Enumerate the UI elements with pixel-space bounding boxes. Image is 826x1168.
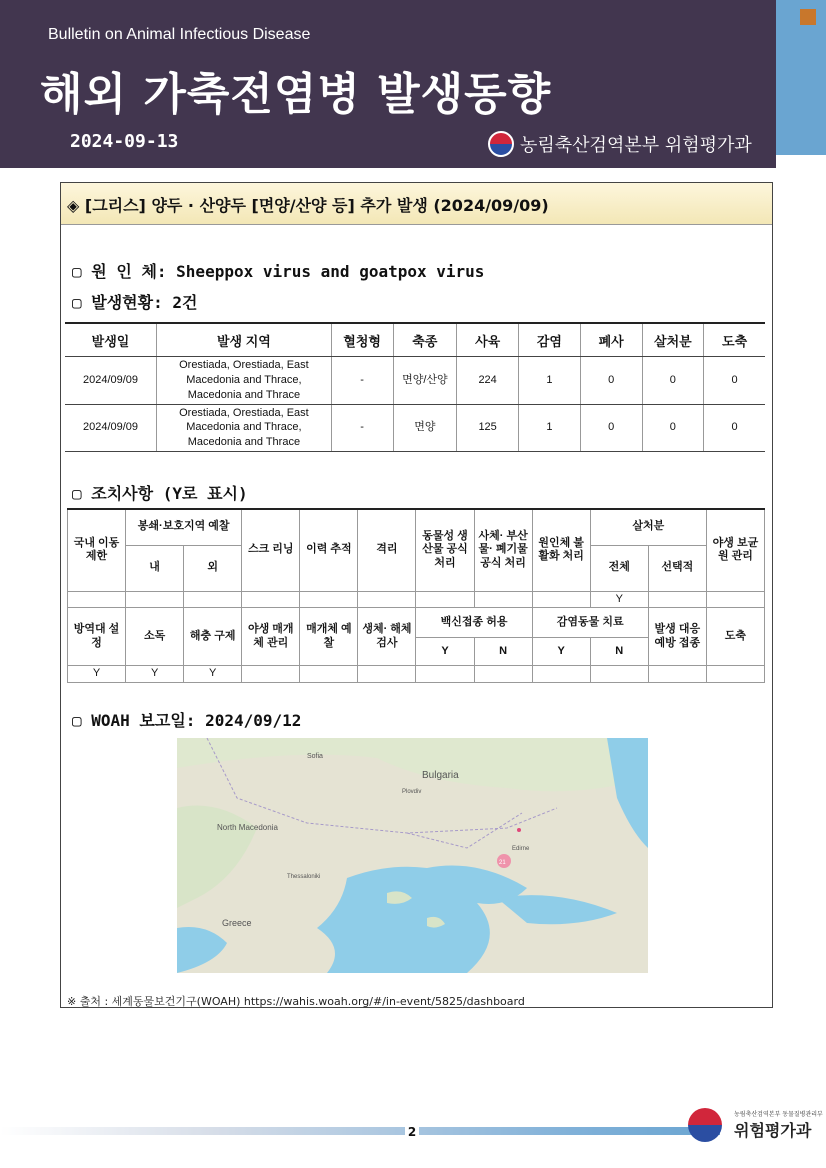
measures-title: ▢ 조치사항 (Y로 표시) [72, 484, 248, 503]
cell: 0 [580, 404, 642, 452]
report-date: 2024-09-13 [70, 131, 179, 152]
m-slaughter: 도축 [706, 608, 764, 666]
cell [648, 666, 706, 683]
col-serotype: 혈청형 [331, 323, 393, 357]
table-row [68, 666, 765, 683]
m-selective: 선택적 [648, 545, 706, 591]
cell [532, 591, 590, 608]
label-greece: Greece [222, 918, 252, 928]
m-live-test: 생체· 해체 검사 [358, 608, 416, 666]
table-header-row [65, 323, 765, 357]
taegeuk-emblem-icon [688, 1108, 722, 1142]
m-wildlife: 야생 보균원 관리 [706, 509, 764, 591]
footer-bar [0, 1127, 720, 1135]
cell: 0 [580, 357, 642, 405]
org-logo [488, 131, 752, 157]
cell: - [331, 357, 393, 405]
outbreak-point-marker [517, 828, 521, 832]
label-edirne: Edirne [512, 846, 530, 852]
page-number: 2 [405, 1125, 419, 1141]
cell: 0 [704, 404, 765, 452]
m-containment: 봉쇄·보호지역 예찰 [126, 509, 242, 545]
table-row [65, 404, 765, 452]
cell [706, 666, 764, 683]
table-row [65, 357, 765, 405]
cell [648, 591, 706, 608]
event-banner [61, 183, 772, 225]
cell [184, 591, 242, 608]
m-all: 전체 [590, 545, 648, 591]
cell: 2024/09/09 [65, 404, 157, 452]
org-name: 농림축산검역본부 위험평가과 [520, 135, 752, 156]
cell [416, 591, 474, 608]
map-graphic [177, 738, 648, 973]
label-plovdiv: Plovdiv [402, 789, 422, 795]
m-prevent-vacc: 발생 대응 예방 접종 [648, 608, 706, 666]
m-culling: 살처분 [590, 509, 706, 545]
col-culled: 살처분 [642, 323, 704, 357]
m-vaccine-n: N [474, 638, 532, 666]
label-north-macedonia: North Macedonia [217, 823, 278, 832]
m-treat: 감염동물 치료 [532, 608, 648, 638]
m-outside: 외 [184, 545, 242, 591]
cell: 2024/09/09 [65, 357, 157, 405]
cell [242, 591, 300, 608]
outbreak-table [65, 322, 765, 452]
cell: 1 [519, 357, 581, 405]
cell: - [331, 404, 393, 452]
cell [706, 591, 764, 608]
cell [474, 591, 532, 608]
woah-report-date: ▢ WOAH 보고일: 2024/09/12 [72, 711, 302, 730]
m-vector-surv: 매개체 예찰 [300, 608, 358, 666]
cell [358, 591, 416, 608]
cell: Orestiada, Orestiada, East Macedonia and Thrace, Macedonia and Thrace [157, 357, 332, 405]
cell [474, 666, 532, 683]
m-zone: 방역대 설정 [68, 608, 126, 666]
cell [242, 666, 300, 683]
event-title: ◈ [그리스] 양두 · 산양두 [면양/산양 등] 추가 발생 (2024/09/09) [67, 196, 549, 215]
footer-dept: 농림축산검역본부 동물질병관리부 [734, 1111, 823, 1118]
m-domestic: 국내 이동 제한 [68, 509, 126, 591]
source-note: ※ 출처 : 세계동물보건기구(WOAH) https://wahis.woah.org/#/in-event/5825/dashboard [67, 995, 525, 1008]
cluster-count: 21 [499, 860, 506, 866]
m-wild-vector: 야생 매개체 관리 [242, 608, 300, 666]
cell [532, 666, 590, 683]
cell: 0 [704, 357, 765, 405]
label-thessaloniki: Thessaloniki [287, 874, 321, 880]
m-quarantine: 격리 [358, 509, 416, 591]
m-screening: 스크 리닝 [242, 509, 300, 591]
header-band [0, 0, 776, 168]
col-species: 축종 [393, 323, 457, 357]
cell [300, 666, 358, 683]
cell: 224 [457, 357, 519, 405]
label-bulgaria: Bulgaria [422, 770, 459, 781]
col-dead: 폐사 [580, 323, 642, 357]
table-row [68, 591, 765, 608]
measures-table [67, 508, 765, 683]
cell [300, 591, 358, 608]
label-sofia: Sofia [307, 753, 323, 760]
m-pest: 해충 구제 [184, 608, 242, 666]
page-title: 해외 가축전염병 발생동향 [40, 69, 552, 120]
col-raised: 사육 [457, 323, 519, 357]
col-slaughter: 도축 [704, 323, 765, 357]
col-date: 발생일 [65, 323, 157, 357]
cell: 면양/산양 [393, 357, 457, 405]
m-vaccine-y: Y [416, 638, 474, 666]
cell: Y [126, 666, 184, 683]
cell: Y [590, 591, 648, 608]
accent-square [800, 9, 816, 25]
cell [358, 666, 416, 683]
col-region: 발생 지역 [157, 323, 332, 357]
cell [126, 591, 184, 608]
m-inactivation: 원인체 불활화 처리 [532, 509, 590, 591]
cell: 면양 [393, 404, 457, 452]
cell [68, 591, 126, 608]
m-carcass: 사체· 부산물· 폐기물 공식 처리 [474, 509, 532, 591]
footer-team: 위험평가과 [734, 1121, 812, 1140]
bulletin-subtitle: Bulletin on Animal Infectious Disease [48, 26, 311, 43]
status-line: ▢ 발생현황: 2건 [72, 293, 198, 312]
cell [590, 666, 648, 683]
cell: Y [68, 666, 126, 683]
outbreak-map [177, 738, 648, 973]
cell: 0 [642, 357, 704, 405]
footer-logo [688, 1108, 823, 1142]
cell: Y [184, 666, 242, 683]
pathogen-line: ▢ 원 인 체: Sheeppox virus and goatpox virus [72, 262, 485, 281]
m-trace: 이력 추적 [300, 509, 358, 591]
header-side-accent [776, 0, 826, 155]
m-treat-y: Y [532, 638, 590, 666]
col-infected: 감염 [519, 323, 581, 357]
taegeuk-emblem-icon [488, 131, 514, 157]
cell: 0 [642, 404, 704, 452]
m-inside: 내 [126, 545, 184, 591]
cell: 125 [457, 404, 519, 452]
cell: 1 [519, 404, 581, 452]
m-treat-n: N [590, 638, 648, 666]
cell [416, 666, 474, 683]
m-disinfect: 소독 [126, 608, 184, 666]
m-products: 동물성 생산물 공식 처리 [416, 509, 474, 591]
cell: Orestiada, Orestiada, East Macedonia and Thrace, Macedonia and Thrace [157, 404, 332, 452]
m-vaccine: 백신접종 허용 [416, 608, 532, 638]
